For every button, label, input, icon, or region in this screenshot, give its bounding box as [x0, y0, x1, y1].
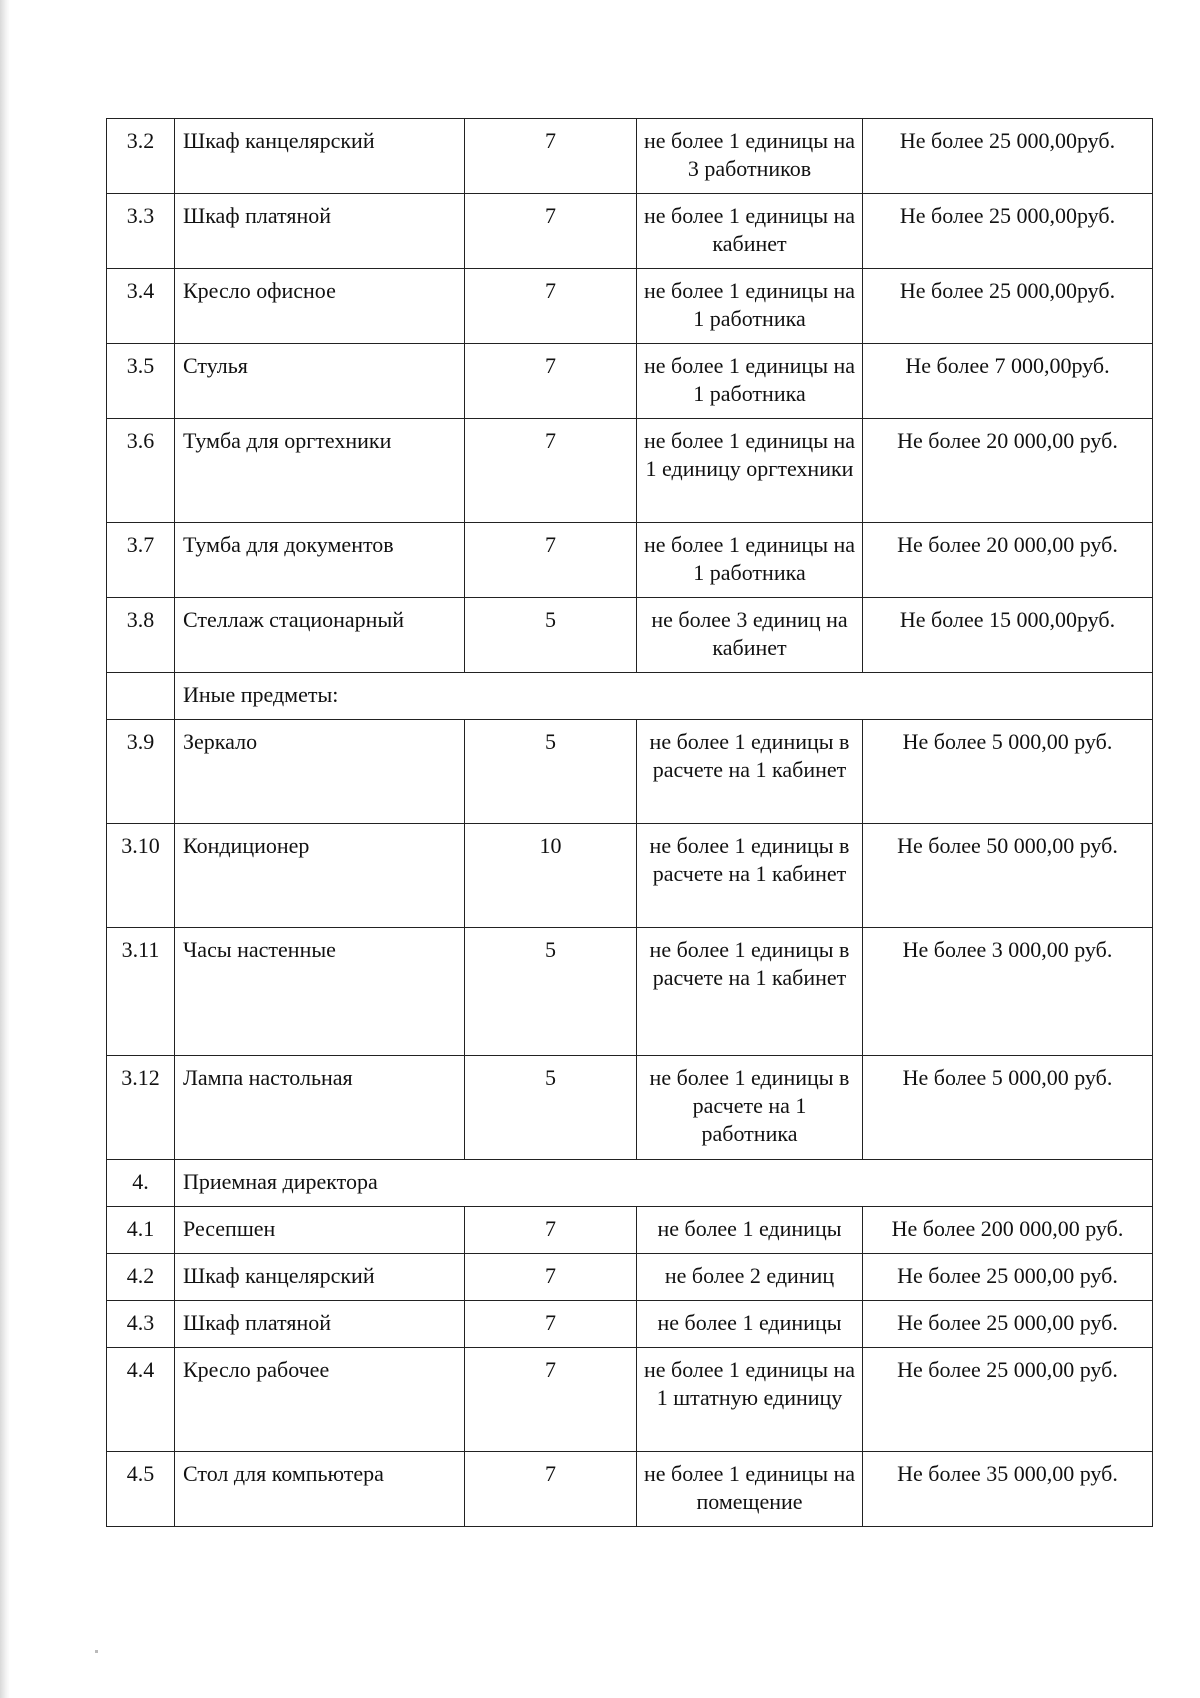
section-title: Приемная директора	[175, 1160, 1153, 1207]
service-life: 7	[465, 419, 637, 523]
table-row	[107, 1056, 1153, 1160]
service-life: 5	[465, 598, 637, 673]
service-life: 7	[465, 269, 637, 344]
furniture-norms-table	[106, 118, 1153, 1527]
quantity-norm: не более 1 единицы в расчете на 1 кабинет	[637, 928, 863, 1056]
table-row	[107, 344, 1153, 419]
table-row	[107, 119, 1153, 194]
scan-edge-shadow	[0, 0, 10, 1698]
service-life: 7	[465, 523, 637, 598]
price-limit: Не более 35 000,00 руб.	[863, 1452, 1153, 1527]
section-number	[107, 673, 175, 720]
item-name: Стулья	[175, 344, 465, 419]
table-row	[107, 194, 1153, 269]
row-number: 4.5	[107, 1452, 175, 1527]
section-row	[107, 1160, 1153, 1207]
quantity-norm: не более 1 единицы на 1 работника	[637, 269, 863, 344]
item-name: Лампа настольная	[175, 1056, 465, 1160]
quantity-norm: не более 1 единицы на 3 работников	[637, 119, 863, 194]
price-limit: Не более 25 000,00руб.	[863, 269, 1153, 344]
service-life: 7	[465, 1348, 637, 1452]
price-limit: Не более 50 000,00 руб.	[863, 824, 1153, 928]
table-row	[107, 1301, 1153, 1348]
price-limit: Не более 7 000,00руб.	[863, 344, 1153, 419]
quantity-norm: не более 1 единицы на 1 работника	[637, 523, 863, 598]
item-name: Шкаф платяной	[175, 194, 465, 269]
price-limit: Не более 25 000,00руб.	[863, 194, 1153, 269]
item-name: Кресло рабочее	[175, 1348, 465, 1452]
price-limit: Не более 20 000,00 руб.	[863, 523, 1153, 598]
service-life: 7	[465, 344, 637, 419]
table-row	[107, 269, 1153, 344]
row-number: 3.11	[107, 928, 175, 1056]
item-name: Шкаф канцелярский	[175, 119, 465, 194]
table-row	[107, 419, 1153, 523]
table-row	[107, 598, 1153, 673]
quantity-norm: не более 1 единицы в расчете на 1 работника	[637, 1056, 863, 1160]
price-limit: Не более 25 000,00 руб.	[863, 1301, 1153, 1348]
item-name: Стол для компьютера	[175, 1452, 465, 1527]
item-name: Шкаф платяной	[175, 1301, 465, 1348]
quantity-norm: не более 3 единиц на кабинет	[637, 598, 863, 673]
table-row	[107, 824, 1153, 928]
quantity-norm: не более 1 единицы	[637, 1207, 863, 1254]
service-life: 5	[465, 1056, 637, 1160]
table-row	[107, 1348, 1153, 1452]
table-row	[107, 1207, 1153, 1254]
item-name: Кондиционер	[175, 824, 465, 928]
row-number: 4.3	[107, 1301, 175, 1348]
row-number: 3.2	[107, 119, 175, 194]
price-limit: Не более 5 000,00 руб.	[863, 720, 1153, 824]
price-limit: Не более 5 000,00 руб.	[863, 1056, 1153, 1160]
section-title: Иные предметы:	[175, 673, 1153, 720]
section-number: 4.	[107, 1160, 175, 1207]
service-life: 7	[465, 194, 637, 269]
table-row	[107, 1254, 1153, 1301]
row-number: 3.7	[107, 523, 175, 598]
item-name: Стеллаж стационарный	[175, 598, 465, 673]
item-name: Кресло офисное	[175, 269, 465, 344]
price-limit: Не более 15 000,00руб.	[863, 598, 1153, 673]
section-row	[107, 673, 1153, 720]
price-limit: Не более 20 000,00 руб.	[863, 419, 1153, 523]
quantity-norm: не более 1 единицы в расчете на 1 кабинет	[637, 720, 863, 824]
price-limit: Не более 25 000,00 руб.	[863, 1348, 1153, 1452]
service-life: 7	[465, 1452, 637, 1527]
price-limit: Не более 200 000,00 руб.	[863, 1207, 1153, 1254]
price-limit: Не более 25 000,00 руб.	[863, 1254, 1153, 1301]
row-number: 3.6	[107, 419, 175, 523]
item-name: Тумба для документов	[175, 523, 465, 598]
row-number: 3.10	[107, 824, 175, 928]
price-limit: Не более 3 000,00 руб.	[863, 928, 1153, 1056]
service-life: 7	[465, 1254, 637, 1301]
quantity-norm: не более 1 единицы	[637, 1301, 863, 1348]
table-row	[107, 720, 1153, 824]
quantity-norm: не более 1 единицы на кабинет	[637, 194, 863, 269]
quantity-norm: не более 1 единицы на 1 единицу оргтехники	[637, 419, 863, 523]
quantity-norm: не более 2 единиц	[637, 1254, 863, 1301]
item-name: Тумба для оргтехники	[175, 419, 465, 523]
row-number: 4.1	[107, 1207, 175, 1254]
table-row	[107, 1452, 1153, 1527]
quantity-norm: не более 1 единицы на 1 штатную единицу	[637, 1348, 863, 1452]
row-number: 3.3	[107, 194, 175, 269]
quantity-norm: не более 1 единицы на 1 работника	[637, 344, 863, 419]
service-life: 5	[465, 928, 637, 1056]
service-life: 10	[465, 824, 637, 928]
price-limit: Не более 25 000,00руб.	[863, 119, 1153, 194]
table-row	[107, 523, 1153, 598]
row-number: 3.8	[107, 598, 175, 673]
item-name: Часы настенные	[175, 928, 465, 1056]
item-name: Ресепшен	[175, 1207, 465, 1254]
service-life: 7	[465, 1301, 637, 1348]
row-number: 3.4	[107, 269, 175, 344]
row-number: 3.9	[107, 720, 175, 824]
row-number: 3.12	[107, 1056, 175, 1160]
item-name: Зеркало	[175, 720, 465, 824]
furniture-norms-table-page	[106, 118, 1152, 1527]
quantity-norm: не более 1 единицы в расчете на 1 кабинет	[637, 824, 863, 928]
row-number: 4.2	[107, 1254, 175, 1301]
row-number: 3.5	[107, 344, 175, 419]
table-row	[107, 928, 1153, 1056]
quantity-norm: не более 1 единицы на помещение	[637, 1452, 863, 1527]
service-life: 5	[465, 720, 637, 824]
row-number: 4.4	[107, 1348, 175, 1452]
item-name: Шкаф канцелярский	[175, 1254, 465, 1301]
scan-speck	[95, 1650, 98, 1653]
service-life: 7	[465, 1207, 637, 1254]
service-life: 7	[465, 119, 637, 194]
